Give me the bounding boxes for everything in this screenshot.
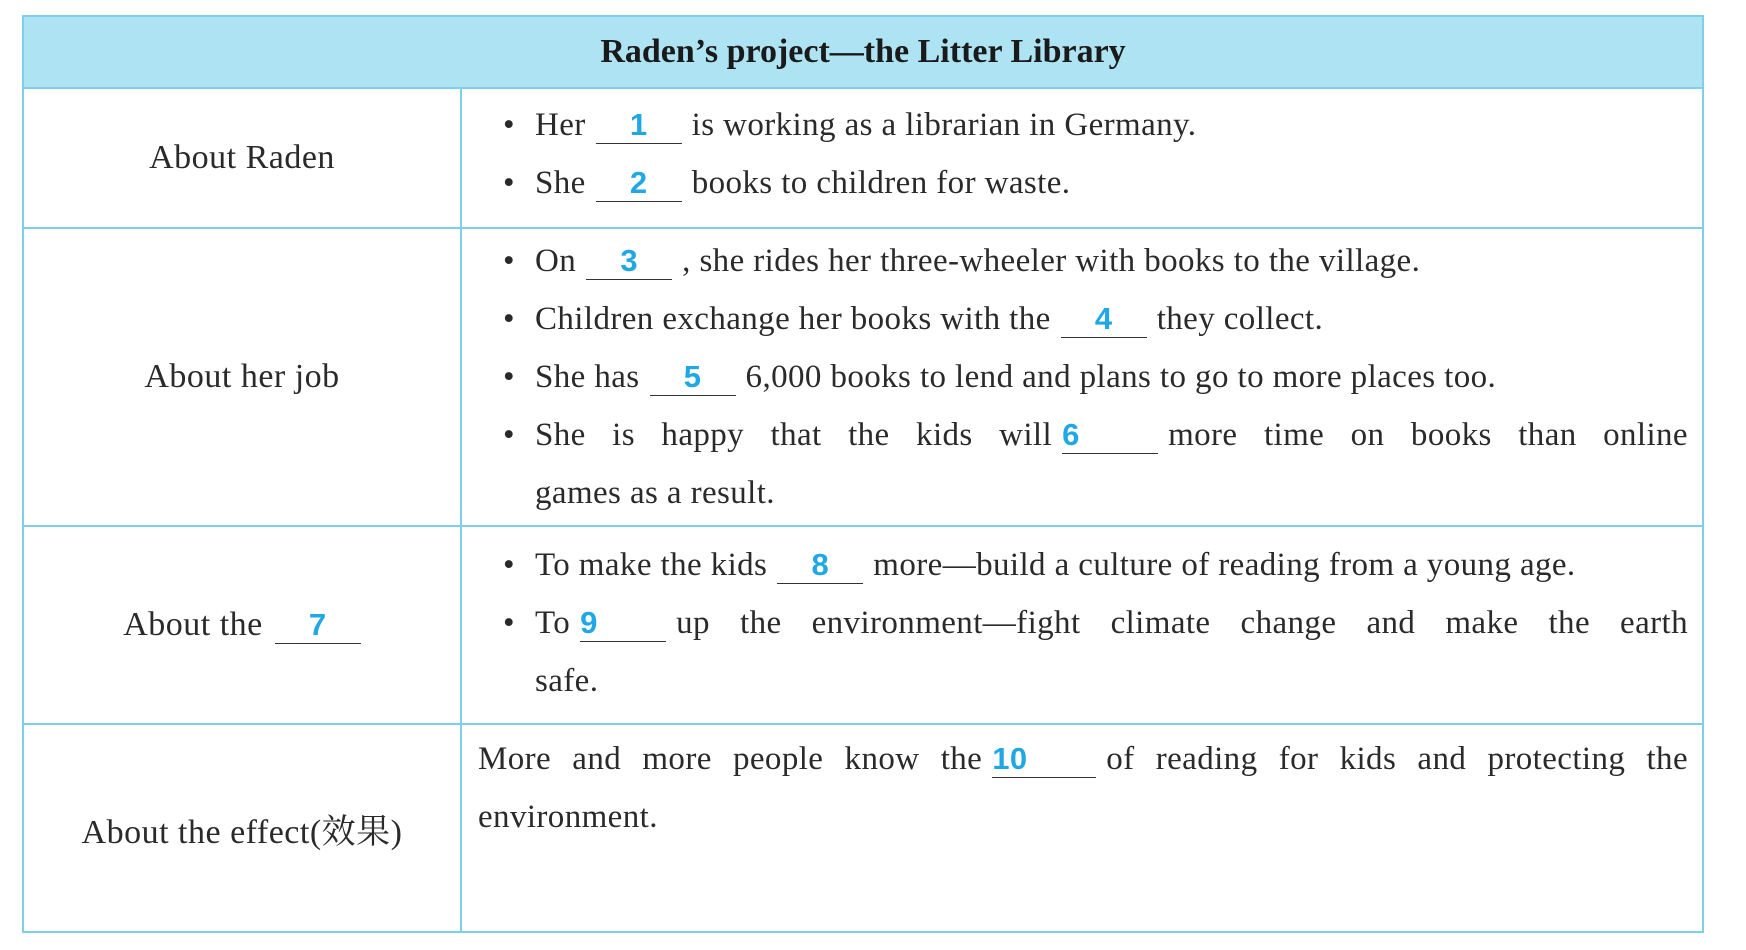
table-row-about-raden [24,89,1702,229]
row-label-about-the-7: About the 7 [24,527,462,723]
blank-8[interactable]: 8 [777,547,863,584]
blank-10[interactable]: 10 [992,741,1096,778]
blank-4[interactable]: 4 [1061,301,1147,338]
blank-2[interactable]: 2 [596,165,682,202]
bullet: • [503,107,515,143]
blank-7[interactable]: 7 [275,607,361,644]
blank-6[interactable]: 6 [1062,417,1158,454]
row-label-about-raden: About Raden [24,89,462,227]
blank-5[interactable]: 5 [650,359,736,396]
bullet: • [503,243,515,279]
table-row-about-her-job [24,229,1702,527]
bullet: • [503,547,515,583]
row-content-about-the-effect [462,725,1702,931]
summary-table [22,15,1704,933]
bullet: • [503,605,515,641]
row-content-about-the-7: • To make the kids 8 more—build a culture of reading from a young age. • To 9 up the environment—fight climate change and make the earth safe. [462,527,1702,723]
row-content-about-raden: • Her 1 is working as a librarian in Germany. • She 2 books to children for waste. [462,89,1702,227]
bullet: • [503,165,515,201]
table-row-about-the-effect [24,725,1702,931]
bullet: • [503,417,515,453]
table-title: Raden’s project—the Litter Library [24,17,1702,89]
bullet: • [503,359,515,395]
row-label-about-her-job: About her job [24,229,462,525]
row-content-about-her-job: • On 3 , she rides her three-wheeler with books to the village. • Children exchange her books with the 4 they collect. • She has 5 6,000 books to lend and plans to go to more places too. • She is happy that the kids will 6 more time on books than online games as a result. [462,229,1702,525]
table-row-about-the-7 [24,527,1702,725]
bullet: • [503,301,515,337]
sentence-10: More and more people know the 10 of reading for kids and protecting the [478,741,1688,777]
row-label-about-the-effect: About the effect(效果) [24,725,462,931]
blank-3[interactable]: 3 [586,243,672,280]
blank-9[interactable]: 9 [580,605,666,642]
blank-1[interactable]: 1 [596,107,682,144]
sentence-10-continued: environment. [478,799,658,835]
